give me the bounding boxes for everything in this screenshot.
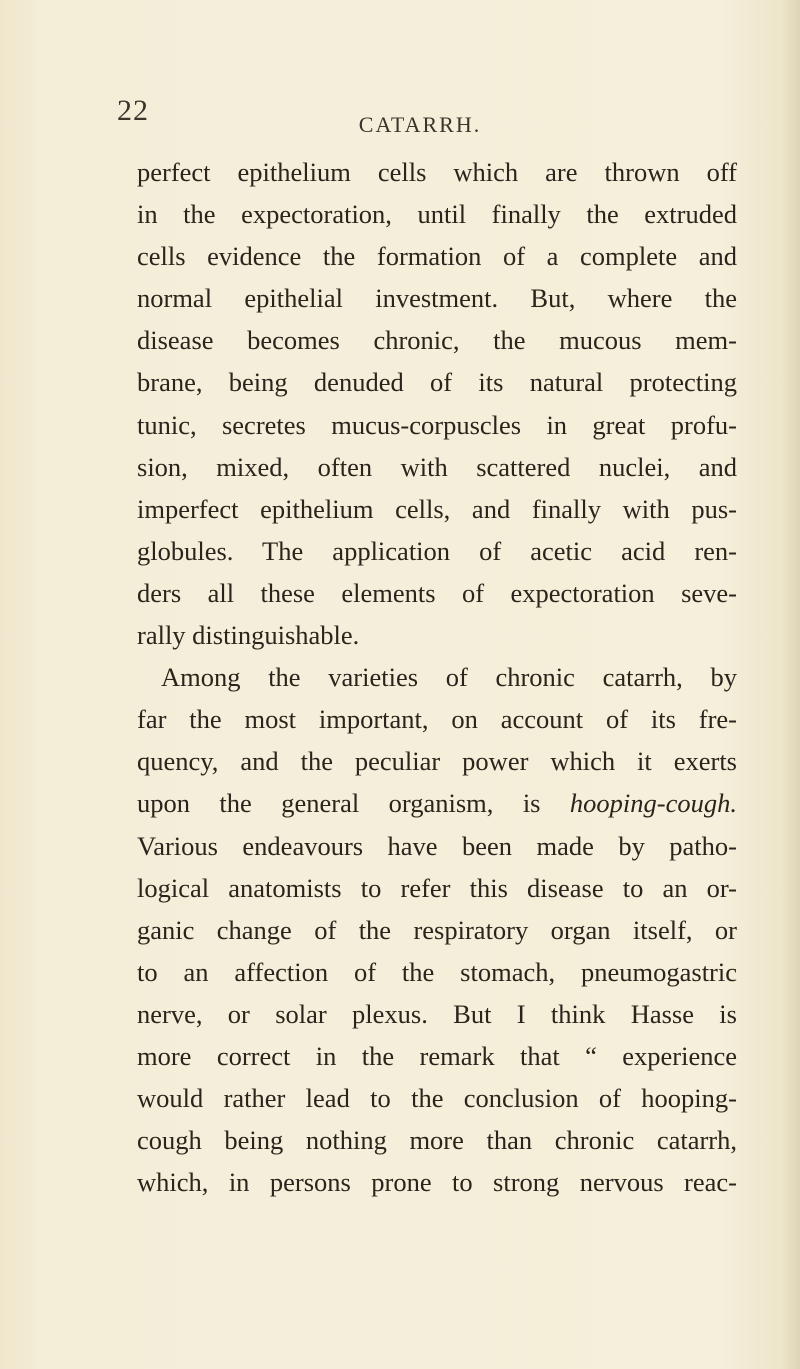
text-line: quency, and the peculiar power which it exerts [137, 746, 737, 777]
text-line: logical anatomists to refer this disease to an or- [137, 872, 737, 903]
italic-term: hooping-cough. [569, 788, 737, 819]
text-line: imperfect epithelium cells, and finally with pus- [137, 493, 737, 524]
text-line: normal epithelial investment. But, where the [137, 283, 737, 314]
text-line: perfect epithelium cells which are thrown off [137, 157, 737, 187]
text-segment: upon the general organism, is [137, 788, 570, 819]
text-line: far the most important, on account of its fre- [137, 704, 737, 735]
running-head [0, 112, 800, 138]
text-line: Among the varieties of chronic catarrh, by [161, 662, 737, 693]
text-line: brane, being denuded of its natural protecting [137, 367, 737, 398]
text-line: nerve, or solar plexus. But I think Hasse is [137, 998, 737, 1029]
page-number: 22 [117, 94, 149, 127]
text-line: globules. The application of acetic acid ren- [137, 535, 737, 566]
text-line: cells evidence the formation of a complete and [137, 241, 737, 272]
page-edge-shadow [782, 0, 800, 1369]
text-line: ders all these elements of expectoration seve- [137, 577, 737, 608]
text-line: disease becomes chronic, the mucous mem- [137, 325, 737, 356]
text-line: more correct in the remark that “ experience [137, 1040, 737, 1071]
body-text [137, 151, 737, 1203]
text-line-with-italic [137, 782, 737, 824]
text-line: in the expectoration, until finally the extruded [137, 199, 737, 230]
text-line: tunic, secretes mucus-corpuscles in great profu- [137, 409, 737, 440]
running-title: CATARRH. [358, 112, 482, 137]
text-line: rally distinguishable. [137, 620, 360, 651]
text-line: ganic change of the respiratory organ itself, or [137, 914, 737, 945]
text-line: sion, mixed, often with scattered nuclei, and [137, 451, 737, 482]
text-line: cough being nothing more than chronic catarrh, [137, 1125, 737, 1156]
text-line: which, in persons prone to strong nervous reac- [137, 1167, 737, 1198]
text-line: to an affection of the stomach, pneumogastric [137, 956, 737, 987]
text-line: would rather lead to the conclusion of hooping- [137, 1083, 737, 1114]
text-line: Various endeavours have been made by patho- [137, 830, 737, 861]
